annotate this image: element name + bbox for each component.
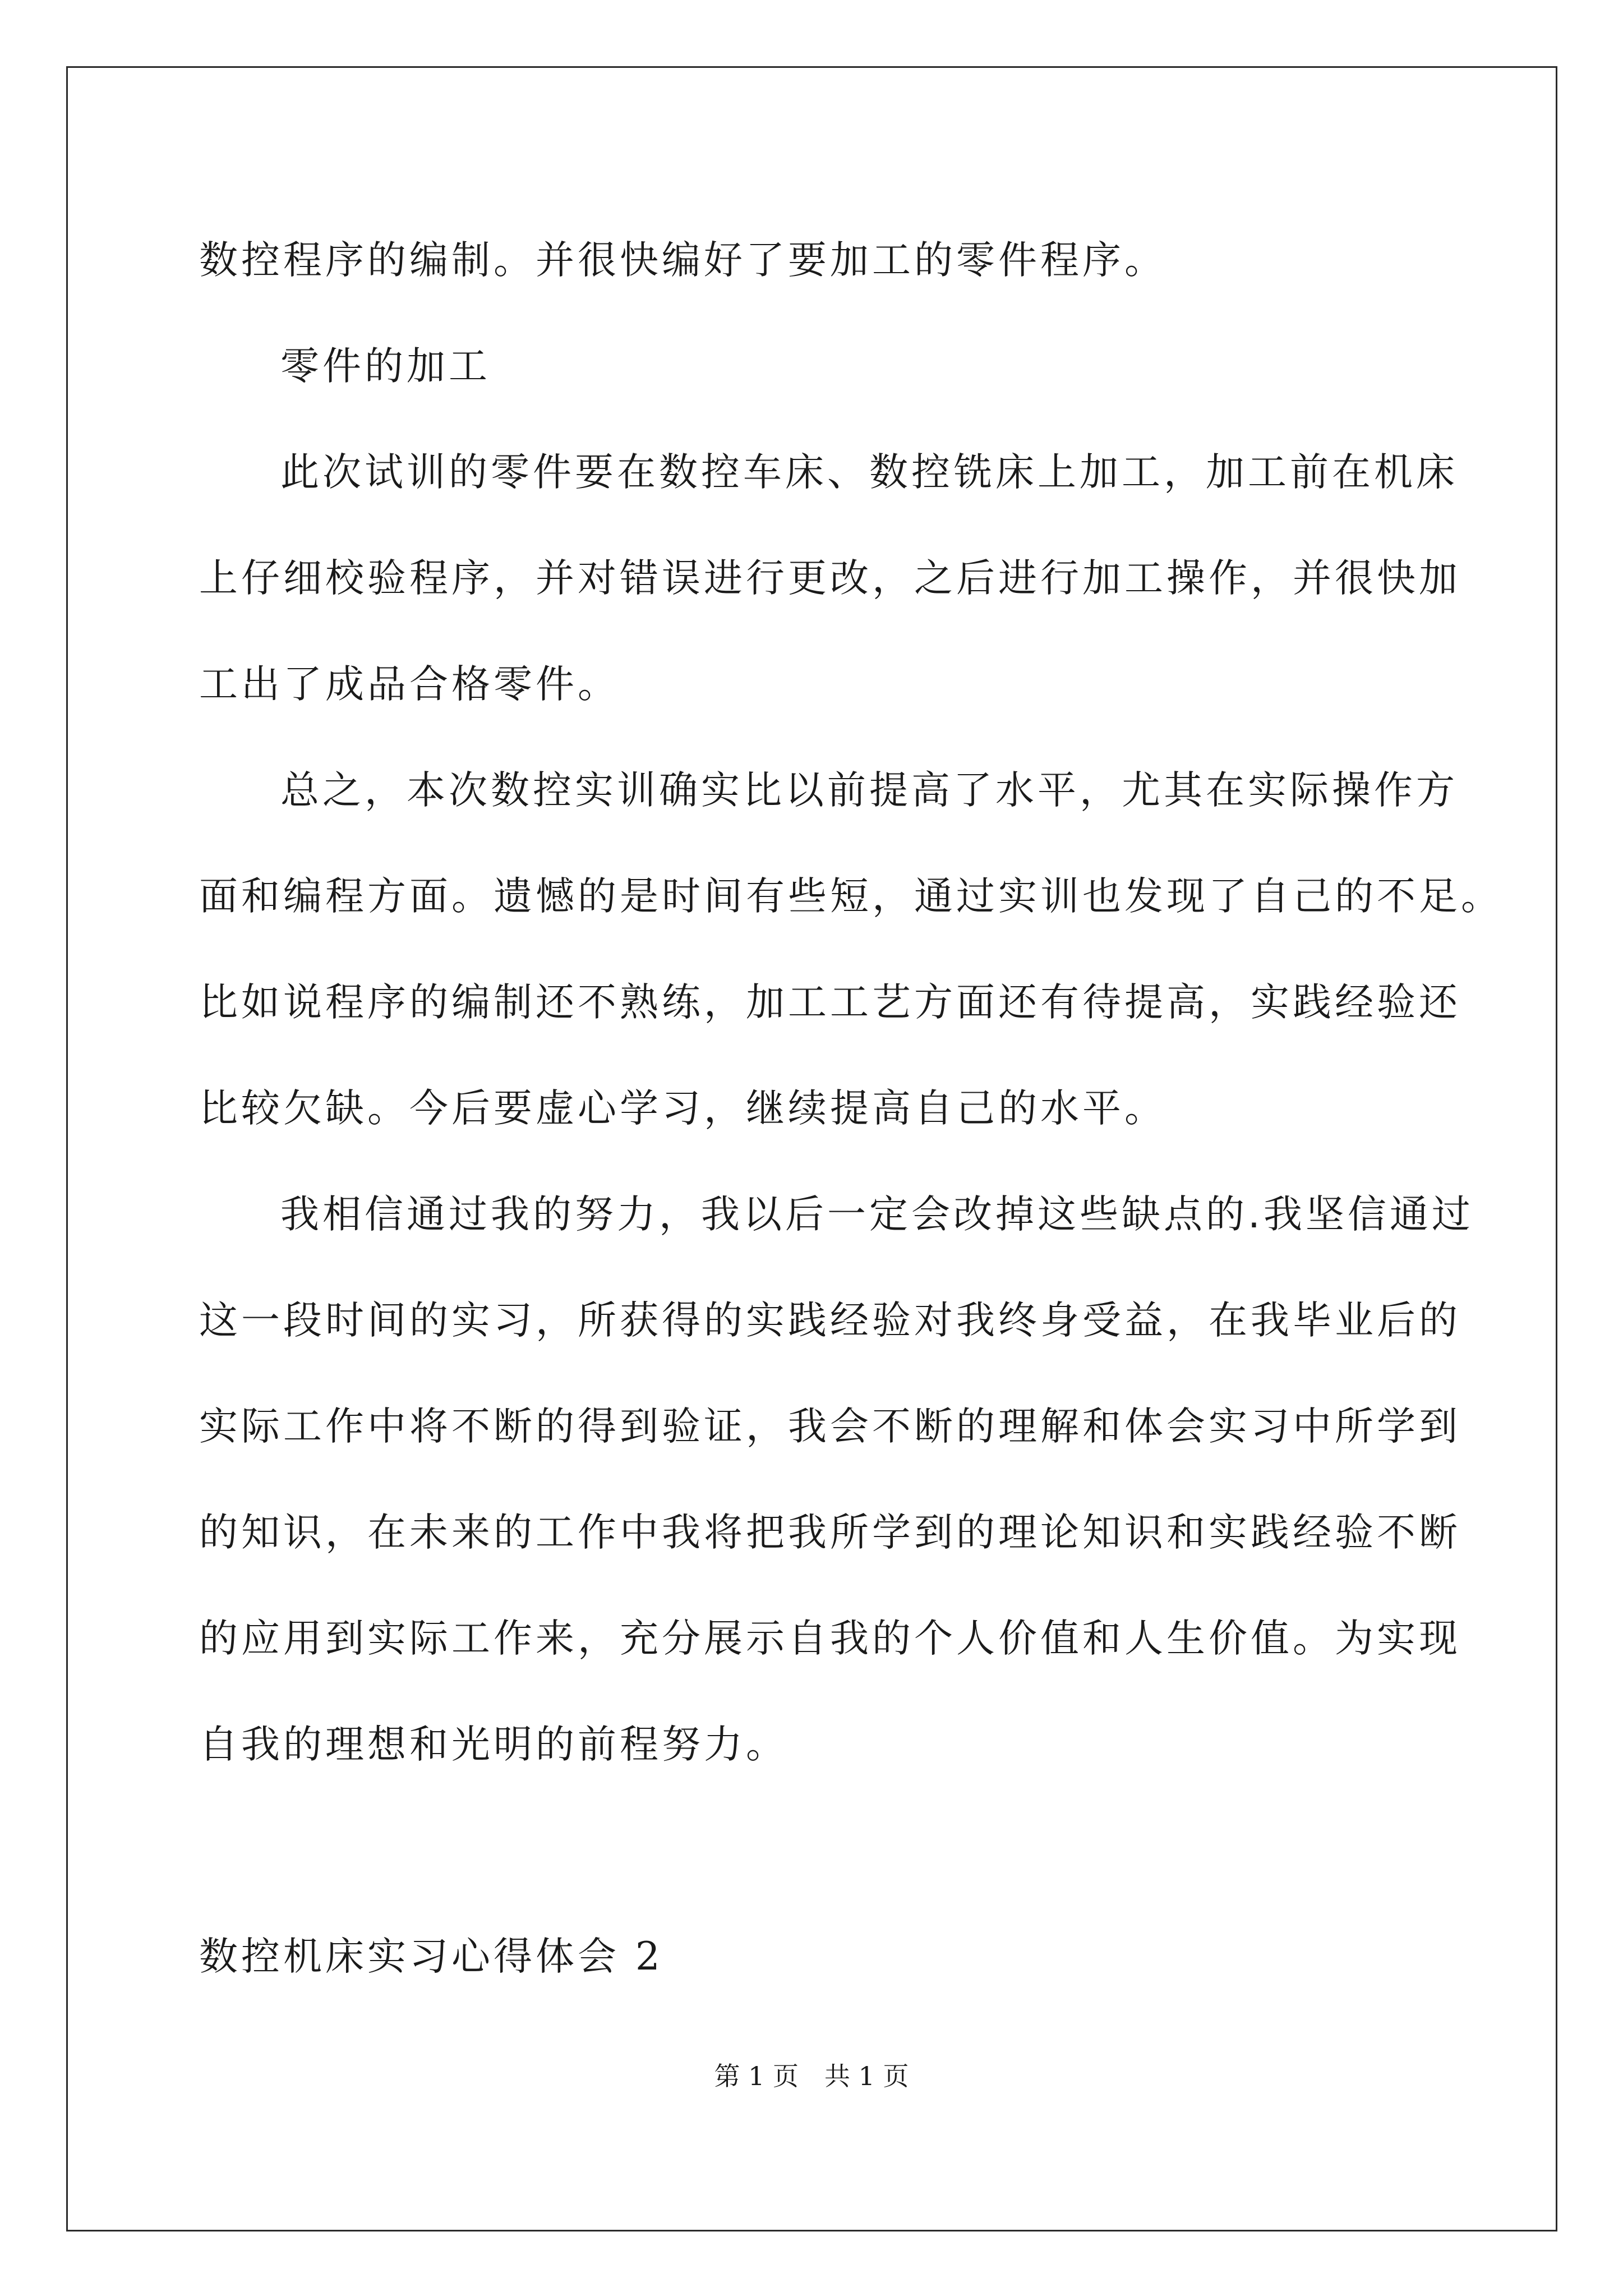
- spacer: [199, 1798, 1444, 1904]
- document-body: [199, 208, 1503, 2010]
- page-number: 第 1 页 共 1 页: [714, 2061, 909, 2091]
- text-line: 自我的理想和光明的前程努力。: [199, 1722, 788, 1767]
- text-line: 面和编程方面。遗憾的是时间有些短，通过实训也发现了自己的不足。: [199, 874, 1503, 919]
- text-line: 工出了成品合格零件。: [199, 662, 620, 707]
- text-line: 这一段时间的实习，所获得的实践经验对我终身受益，在我毕业后的: [199, 1298, 1461, 1343]
- text-line: 数控程序的编制。并很快编好了要加工的零件程序。: [199, 238, 1166, 283]
- text-line: 比如说程序的编制还不熟练，加工工艺方面还有待提高，实践经验还: [199, 980, 1461, 1025]
- text-line: 比较欠缺。今后要虚心学习，继续提高自己的水平。: [199, 1086, 1166, 1131]
- text-line: 此次试训的零件要在数控车床、数控铣床上加工，加工前在机床: [280, 450, 1458, 495]
- page-footer: [0, 2056, 1623, 2093]
- section-title: 数控机床实习心得体会 2: [199, 1934, 663, 1979]
- text-line: 我相信通过我的努力，我以后一定会改掉这些缺点的.我坚信通过: [280, 1192, 1474, 1237]
- subheading: 零件的加工: [280, 344, 491, 389]
- text-line: 实际工作中将不断的得到验证，我会不断的理解和体会实习中所学到: [199, 1404, 1461, 1449]
- text-line: 总之，本次数控实训确实比以前提高了水平，尤其在实际操作方: [280, 768, 1458, 813]
- text-line: 的知识，在未来的工作中我将把我所学到的理论知识和实践经验不断: [199, 1510, 1461, 1555]
- text-line: 上仔细校验程序，并对错误进行更改，之后进行加工操作，并很快加: [199, 556, 1461, 601]
- text-line: 的应用到实际工作来，充分展示自我的个人价值和人生价值。为实现: [199, 1616, 1461, 1661]
